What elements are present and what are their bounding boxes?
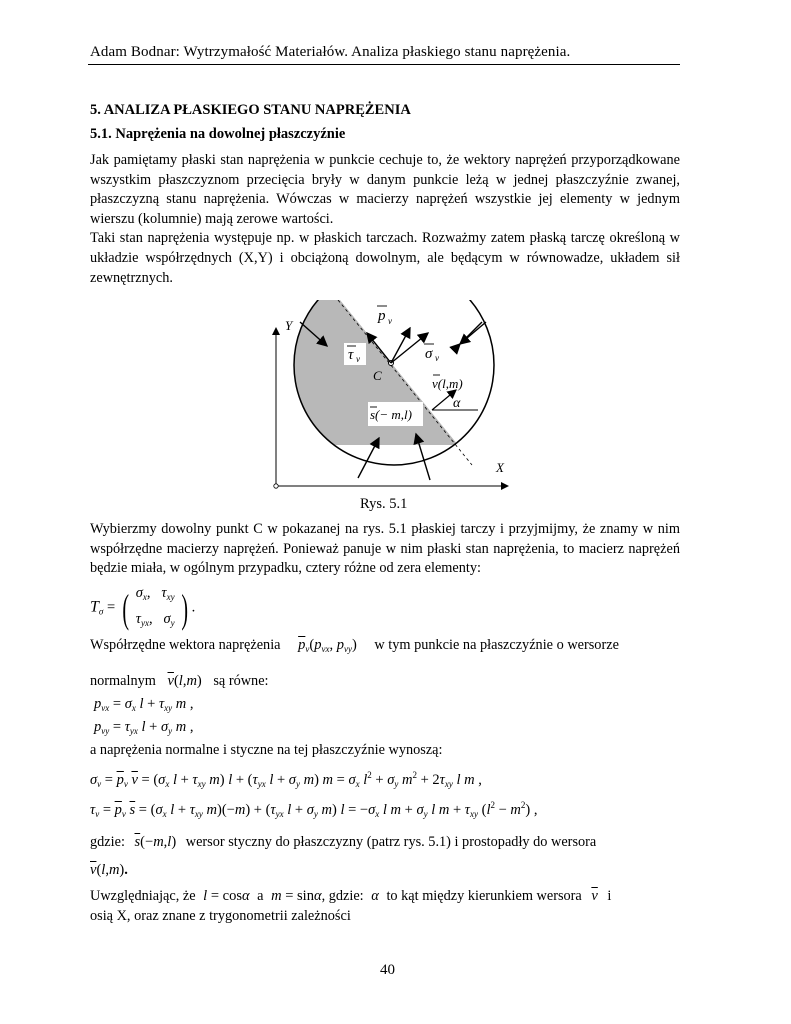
versor-nu-expression: $\overline{\nu}(l,m)$. [90,862,128,878]
figure-caption: Rys. 5.1 [360,496,408,512]
subsection-title: 5.1. Naprężenia na dowolnej płaszczyźnie [90,126,346,142]
section-title: 5. ANALIZA PŁASKIEGO STANU NAPRĘŻENIA [90,102,411,118]
label-alpha: α [453,396,461,411]
intro-paragraph-2: Taki stan naprężenia występuje np. w płaskich tarczach. Rozważmy zatem płaską tarczę określoną w układzie współrzędnych (X,Y) i obciążoną dowolnym, ale będącym w równowadze, układem sił zewnętrznych. [90,230,680,286]
body-paragraph-3: Wybierzmy dowolny punkt C w pokazanej na rys. 5.1 płaskiej tarczy i przyjmijmy, że znamy w nim współrzędne macierzy naprężeń. Ponieważ panuje w nim płaski stan naprężenia, to macierz naprężeń będzie miała, w ogólnym przypadku, cztery różne od zera elementy: [90,521,680,577]
normal-shear-intro: a naprężenia normalne i styczne na tej płaszczyźnie wynoszą: [90,742,443,758]
vector-sigma [391,333,428,363]
label-sigma: σ [425,346,433,362]
trig-sentence: osią X, oraz znane z trygonometrii zależności [90,908,351,924]
origin [274,484,278,488]
axis-x-label: X [496,460,504,475]
label-tau-sub: ν [356,354,360,364]
header-rule [88,64,680,65]
figure-disc-stress [260,300,520,495]
body-text-1 [90,520,680,579]
equation-p-vx: $p_{\nu x} = \sigma_x$ $l + \tau_{xy}$ m , [94,696,194,713]
load-arrow-3 [460,322,486,344]
equation-tau-nu: $\tau_\nu = \overline{p}_\nu$ $\overline{s} = (\sigma_x$ $l + \tau_{xy}$ $m)(-m) + (\tau_{yx}$ $l + \sigma_y$ m) $l = -\sigma_x$ l $m + \sigma_y$ l $m + \tau_{xy}$ $(l^2 - m^2)$ , [90,800,538,819]
label-nu: ν(l,m) [432,376,463,391]
stress-vector-sentence: Współrzędne wektora naprężenia $\overline{p}_\nu(p_{\nu x}$, $p_{\nu y}$) w tym punkcie na płaszczyźnie o wersorze [90,637,619,654]
label-tau: τ [348,347,354,363]
intro-text [90,151,680,288]
stress-matrix: $T_\sigma$ = ( $\sigma_x$, $\tau_{xy}$ $\tau_{yx}$, $\sigma_y$ ) . [90,585,196,631]
normal-versor-sentence: normalnym $\overline{\nu}(l,m)$ są równe: [90,673,269,689]
page-number: 40 [380,962,395,978]
tangent-versor-sentence: gdzie: $\overline{s}(-m,l)$ wersor styczny do płaszczyzny (patrz rys. 5.1) i prostopadły do wersora [90,834,597,850]
angle-sentence: Uwzględniając, że l = cosα a m = sinα, gdzie: α to kąt między kierunkiem wersora $\overline{\nu}$ i [90,888,612,904]
equation-sigma-nu: $\sigma_\nu = \overline{p}_\nu$ $\overline{\nu} = (\sigma_x$ $l + \tau_{xy}$ m) $l + (\tau_{yx}$ $l + \sigma_y$ m) $m = \sigma_x$ $l^2 + \sigma_y$ $m^2 + 2\tau_{xy}$ l m , [90,770,482,789]
label-c: C [373,368,382,383]
label-sigma-sub: ν [435,353,439,363]
intro-paragraph-1: Jak pamiętamy płaski stan naprężenia w punkcie cechuje to, że wektory naprężeń przyporządkowane wszystkim płaszczyznom przecięcia bryły w danym punkcie leżą w jednej płaszczyźnie zwanej, płaszczyzną stanu naprężenia. Wówczas w macierzy naprężeń wszystkie jej elementy w jednym wierszu (kolumnie) mają zerowe wartości. [90,152,680,227]
label-p-sub: ν [388,316,392,326]
label-p: p [378,308,386,324]
running-header: Adam Bodnar: Wytrzymałość Materiałów. Analiza płaskiego stanu naprężenia. [90,44,571,60]
axis-y-label: Y [285,318,293,333]
vector-p [391,328,410,363]
label-s: s(− m,l) [370,407,412,422]
equation-p-vy: $p_{\nu y} = \tau_{yx}$ $l + \sigma_y$ m , [94,719,194,736]
